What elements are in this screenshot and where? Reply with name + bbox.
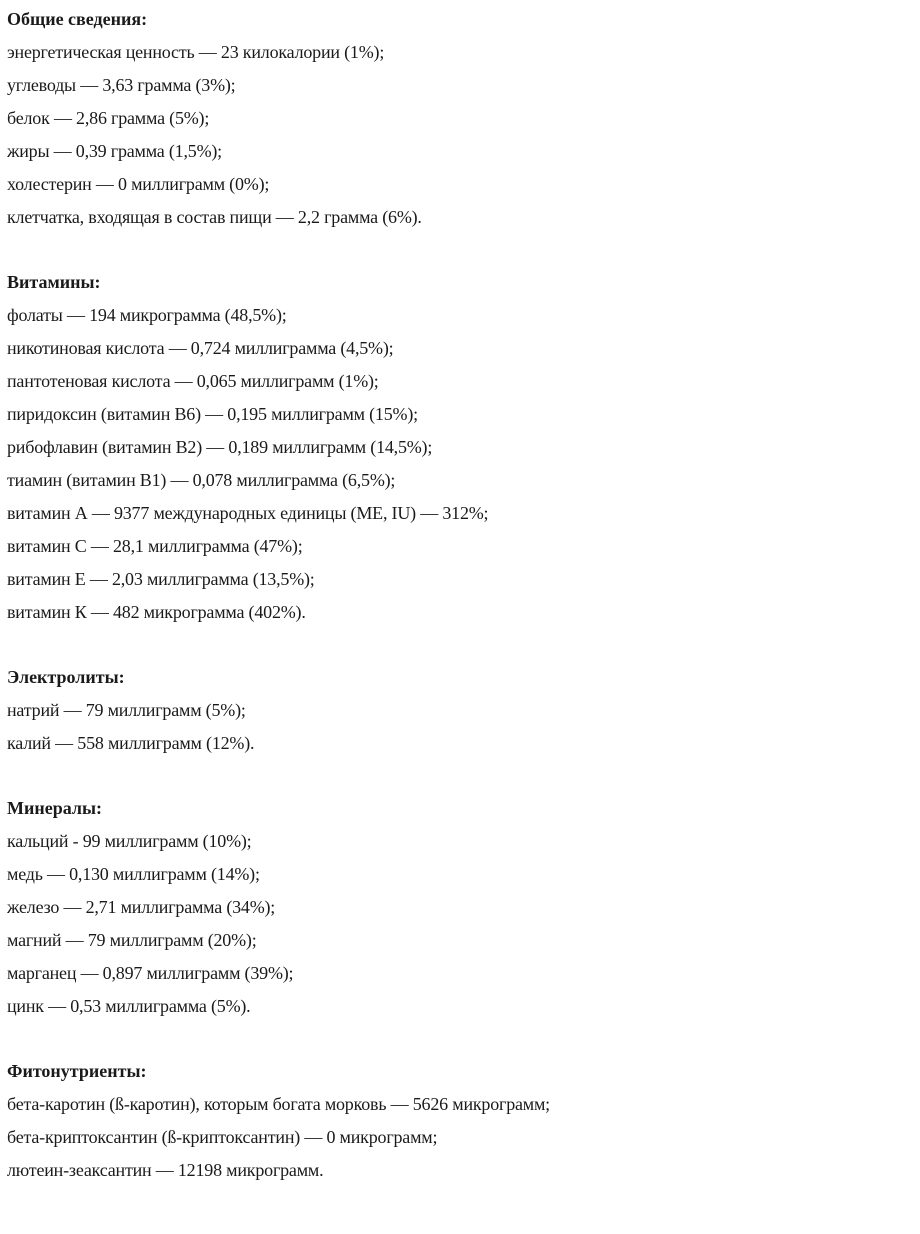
section <box>7 266 920 629</box>
nutrient-line: кальций - 99 миллиграмм (10%); <box>7 831 252 851</box>
nutrient-line: энергетическая ценность — 23 килокалории (1%); <box>7 42 385 62</box>
section <box>7 661 920 760</box>
nutrition-document <box>7 3 920 1219</box>
nutrient-line: тиамин (витамин В1) — 0,078 миллиграмма (6,5%); <box>7 470 396 490</box>
nutrient-line: магний — 79 миллиграмм (20%); <box>7 930 257 950</box>
nutrient-line: никотиновая кислота — 0,724 миллиграмма (4,5%); <box>7 338 394 358</box>
section-heading: Минералы: <box>7 798 103 818</box>
nutrient-line: железо — 2,71 миллиграмма (34%); <box>7 897 276 917</box>
nutrient-line: витамин А — 9377 международных единицы (МЕ, IU) — 312%; <box>7 503 489 523</box>
nutrient-line: марганец — 0,897 миллиграмм (39%); <box>7 963 294 983</box>
nutrient-line: витамин К — 482 микрограмма (402%). <box>7 602 306 622</box>
nutrient-line: бета-каротин (ß-каротин), которым богата морковь — 5626 микрограмм; <box>7 1094 550 1114</box>
nutrient-line: лютеин-зеаксантин — 12198 микрограмм. <box>7 1160 324 1180</box>
nutrient-line: натрий — 79 миллиграмм (5%); <box>7 700 246 720</box>
section-heading: Витамины: <box>7 272 101 292</box>
section-heading: Электролиты: <box>7 667 125 687</box>
nutrient-line: медь — 0,130 миллиграмм (14%); <box>7 864 260 884</box>
nutrient-line: жиры — 0,39 грамма (1,5%); <box>7 141 222 161</box>
nutrient-line: цинк — 0,53 миллиграмма (5%). <box>7 996 251 1016</box>
section-heading: Общие сведения: <box>7 9 148 29</box>
section <box>7 792 920 1023</box>
nutrient-line: пиридоксин (витамин В6) — 0,195 миллиграмм (15%); <box>7 404 418 424</box>
nutrient-line: витамин С — 28,1 миллиграмма (47%); <box>7 536 303 556</box>
nutrient-line: холестерин — 0 миллиграмм (0%); <box>7 174 270 194</box>
nutrient-line: рибофлавин (витамин В2) — 0,189 миллиграмм (14,5%); <box>7 437 433 457</box>
nutrient-line: пантотеновая кислота — 0,065 миллиграмм (1%); <box>7 371 379 391</box>
section <box>7 3 920 234</box>
nutrient-line: белок — 2,86 грамма (5%); <box>7 108 210 128</box>
nutrient-line: углеводы — 3,63 грамма (3%); <box>7 75 236 95</box>
nutrient-line: бета-криптоксантин (ß-криптоксантин) — 0 микрограмм; <box>7 1127 438 1147</box>
section-heading: Фитонутриенты: <box>7 1061 147 1081</box>
section <box>7 1055 920 1187</box>
nutrient-line: фолаты — 194 микрограмма (48,5%); <box>7 305 287 325</box>
nutrient-line: витамин Е — 2,03 миллиграмма (13,5%); <box>7 569 315 589</box>
nutrient-line: калий — 558 миллиграмм (12%). <box>7 733 255 753</box>
nutrient-line: клетчатка, входящая в состав пищи — 2,2 грамма (6%). <box>7 207 422 227</box>
